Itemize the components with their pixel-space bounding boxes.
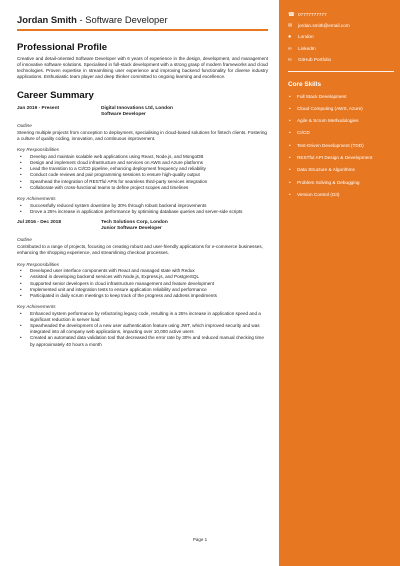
profile-text: Creative and detail-oriented Software Developer with 6 years of experience in the design, development, and management of innovative software solutions. Specialised in full-stack development with a strong grasp of modern frameworks and cloud technologies. Proven expertise in streamlining user experience and improving backend functionality for diverse industry applications. Enthusiastic team player and deep thinker committed to ongoing learning and excellence. xyxy=(17,55,268,80)
contact-location xyxy=(288,34,394,40)
contact-email[interactable] xyxy=(288,23,394,29)
outline-label: Outline xyxy=(17,237,32,242)
career-heading: Career Summary xyxy=(17,89,94,101)
link-icon: ∞ xyxy=(288,45,292,52)
list-item: • Spearheaded the development of a new user authentication feature using JWT, which improved security and was integrated into all company web applications, impacting over 10,000 active users xyxy=(17,323,268,335)
sidebar-divider xyxy=(288,71,394,72)
list-item: • Created an automated data validation tool that decreased the error rate by 30% and reduced manual checking time by approximately 40 hours a month xyxy=(17,335,268,347)
list-item: • Enhanced system performance by refactoring legacy code, resulting in a 25% increase in application speed and a significant reduction in server load xyxy=(17,311,268,323)
job-date: Jul 2016 - Dec 2018 xyxy=(17,220,62,225)
list-item: • Developed user interface components with React and managed state with Redux xyxy=(17,268,268,274)
contact-text: jordan.smith@email.com xyxy=(298,23,350,29)
name-separator: - xyxy=(76,14,86,25)
list-item: • Lead the transition to a CI/CD pipeline, enhancing deployment frequency and reliability xyxy=(17,166,268,172)
email-icon: ✉ xyxy=(288,23,293,30)
profile-heading: Professional Profile xyxy=(17,41,108,53)
list-item: • Develop and maintain scalable web applications using React, Node.js, and MongoDB xyxy=(17,154,268,160)
skill-item: • Data Structure & Algorithms xyxy=(288,167,394,173)
skills-list xyxy=(288,94,394,198)
contact-github[interactable] xyxy=(288,57,394,63)
job-role: Software Developer xyxy=(101,111,146,117)
job-header xyxy=(17,106,268,118)
job-outline: Steering multiple projects from conception to deployment, specialising in cloud-based solutions for fintech clients. Fostering a culture of quality coding, innovation, and continuous improvement. xyxy=(17,129,267,142)
responsibilities-label: Key Responsibilities xyxy=(17,261,59,267)
responsibilities-label: Key Responsibilities xyxy=(17,147,59,153)
achievements-label: Key Achievements xyxy=(17,196,56,202)
outline-label: Outline xyxy=(17,122,32,128)
achievements-label: Key Achievements xyxy=(17,304,56,310)
link-icon: ∞ xyxy=(288,56,292,63)
achievements-list xyxy=(17,311,268,348)
list-item: • Assisted in developing backend services with Node.js, Express.js, and PostgreSQL xyxy=(17,274,268,280)
job-title: Software Developer xyxy=(85,14,168,25)
responsibilities-list xyxy=(17,154,268,191)
contact-linkedin[interactable] xyxy=(288,46,394,52)
contact-phone[interactable] xyxy=(288,12,394,18)
list-item: • Implemented unit and integration tests to ensure application reliability and performance xyxy=(17,287,268,293)
skill-item: • RESTful API Design & Development xyxy=(288,155,394,161)
list-item: • Drove a 25% increase in application performance by optimising database queries and server-side scripts xyxy=(17,209,268,215)
job-company: Tech Solutions Corp, London xyxy=(101,220,168,225)
page-number: Page 1 xyxy=(192,537,208,542)
job-date: Jan 2019 - Present xyxy=(17,105,60,111)
globe-icon: ● xyxy=(288,34,292,41)
achievements-list xyxy=(17,203,268,215)
job-header xyxy=(17,220,268,232)
list-item: • Successfully reduced system downtime by 30% through robust backend improvements xyxy=(17,203,268,209)
list-item: • Collaborate with cross-functional teams to define project scopes and timelines xyxy=(17,185,268,191)
skill-item: • Cloud Computing (AWS, Azure) xyxy=(288,106,394,112)
candidate-name: Jordan Smith xyxy=(17,14,77,25)
list-item: • Design and implement cloud infrastructure and services on AWS and Azure platforms xyxy=(17,160,268,166)
skill-item: • Full Stack Development xyxy=(288,94,394,100)
job-role: Junior Software Developer xyxy=(101,226,162,231)
list-item: • Conduct code reviews and pair programming sessions to ensure high-quality output xyxy=(17,172,268,178)
job-outline: Contributed to a range of projects, focusing on creating robust and user-friendly applications for e-commerce businesses, enhancing the shopping experience, and streamlining checkout processes. xyxy=(17,244,263,256)
contact-text: GitHub Portfolio xyxy=(298,56,332,62)
name-title-line xyxy=(17,14,268,25)
skill-item: • CI/CD xyxy=(288,130,394,136)
skills-heading: Core Skills xyxy=(288,80,322,88)
phone-icon: ☎ xyxy=(288,12,295,18)
list-item: • Supported senior developers in cloud infrastructure management and feature development xyxy=(17,281,268,287)
skill-item: • Version Control (Git) xyxy=(288,192,394,198)
contact-list xyxy=(288,12,394,63)
header-divider xyxy=(17,29,268,31)
job-company: Digital Innovations Ltd, London xyxy=(101,105,173,111)
skill-item: • Problem Solving & Debugging xyxy=(288,180,394,186)
skill-item: • Test-Driven Development (TDD) xyxy=(288,143,394,149)
contact-text: LinkedIn xyxy=(298,45,316,51)
list-item: • Participated in daily scrum meetings to keep track of the progress and address impediments xyxy=(17,293,268,299)
list-item: • Spearhead the integration of RESTful APIs for seamless third-party services integration xyxy=(17,179,268,185)
responsibilities-list xyxy=(17,268,268,299)
contact-text: 07777777777 xyxy=(298,12,327,17)
sidebar xyxy=(279,0,400,566)
job-entry xyxy=(17,106,268,215)
contact-text: London xyxy=(298,34,314,40)
skill-item: • Agile & Scrum Methodologies xyxy=(288,118,394,124)
job-entry xyxy=(17,220,268,348)
